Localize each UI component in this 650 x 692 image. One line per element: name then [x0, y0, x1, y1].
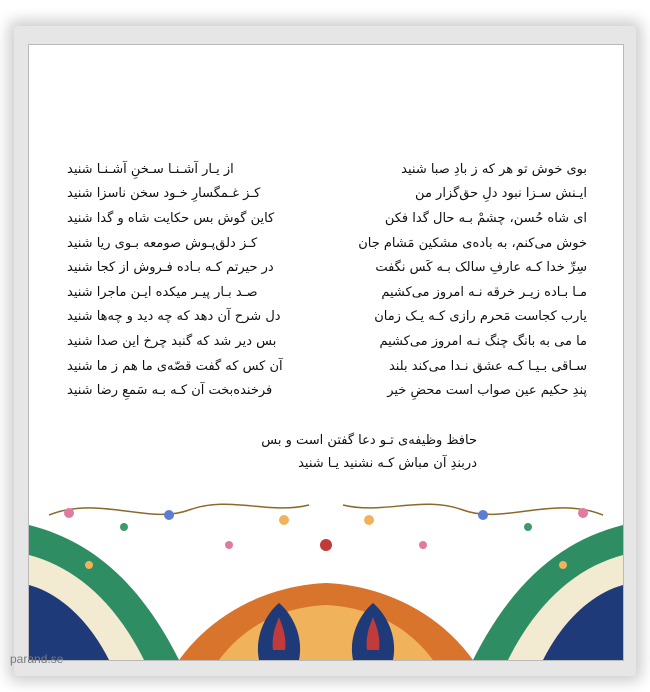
flower	[364, 515, 374, 525]
couplet	[67, 157, 587, 182]
hemistich-left: کاین گوش بس حکایت شاه و گدا شنید	[67, 210, 275, 226]
vine-left	[49, 504, 309, 515]
hemistich-right: خوش می‌کنم، به باده‌ی مشکین مَشام جان	[358, 235, 587, 251]
flower	[524, 523, 532, 531]
poem-body	[67, 157, 587, 403]
hemistich-left: کـز غـمگسارِ خـود سخن ناسزا شنید	[67, 186, 261, 202]
flower	[85, 561, 93, 569]
hemistich-right: پندِ حکیم عین صواب است محضِ خیر	[387, 383, 587, 399]
flower	[578, 508, 588, 518]
flower	[279, 515, 289, 525]
hemistich-left: صـد بـار پیـر میکده ایـن ماجرا شنید	[67, 284, 258, 300]
hemistich-right: ای شاه حُسن، چشمْ بـه حال گدا فکن	[384, 210, 587, 226]
hemistich-left: کـز دلق‌پـوش صومعه بـوی ریا شنید	[67, 235, 258, 251]
couplet	[67, 182, 587, 207]
vine-right	[343, 504, 603, 515]
flower	[225, 541, 233, 549]
hemistich-right: سـاقی بـیـا کـه عشق نـدا می‌کند بلند	[388, 358, 587, 374]
hemistich-left: فرخنده‌بخت آن کـه بـه سَمعِ رضا شنید	[67, 383, 273, 399]
floral-ornament	[29, 485, 623, 660]
flower	[64, 508, 74, 518]
couplet	[67, 305, 587, 330]
flower	[478, 510, 488, 520]
watermark: parand.se	[10, 652, 64, 666]
flower	[120, 523, 128, 531]
couplet	[67, 280, 587, 305]
hemistich-right: سِرِّ خدا کـه عارفِ سالک بـه کَس نگفت	[375, 260, 587, 276]
hemistich-right: بوی خوش تو هر که ز بادِ صبا شنید	[401, 161, 587, 177]
couplet	[67, 329, 587, 354]
closing-line-2: دربندِ آن مباش کـه نشنید یـا شنید	[298, 456, 477, 471]
couplet	[67, 206, 587, 231]
hemistich-left: آن کس که گفت قصّه‌ی ما هم ز ما شنید	[67, 358, 283, 374]
flower	[164, 510, 174, 520]
flower	[419, 541, 427, 549]
couplet	[67, 378, 587, 403]
hemistich-right: مـا بـاده زیـر خرقه نـه امروز می‌کشیم	[381, 284, 587, 300]
couplet	[67, 231, 587, 256]
couplet	[67, 255, 587, 280]
hemistich-right: ایـنش سـزا نبود دلِ حق‌گزار من	[415, 186, 587, 202]
hemistich-left: در حیرتم کـه بـاده فـروش از کجا شنید	[67, 260, 274, 276]
poem-card	[28, 44, 624, 661]
hemistich-left: بس دیر شد که گنبد چرخ این صدا شنید	[67, 333, 277, 349]
hemistich-left: دل شرح آن دهد که چه دید و چه‌ها شنید	[67, 309, 281, 325]
hemistich-right: یارب کجاست مَحرم رازی کـه یـک زمان	[374, 309, 587, 325]
couplet	[67, 354, 587, 379]
hemistich-right: ما می به بانگ چنگ نـه امروز می‌کشیم	[379, 333, 587, 349]
hemistich-left: از یـار آشـنـا سـخنِ آشـنـا شنید	[67, 161, 234, 177]
flower	[559, 561, 567, 569]
closing-couplet	[177, 429, 477, 475]
closing-line-1: حافظ وظیفه‌ی تـو دعا گفتن است و بس	[261, 433, 477, 448]
flower	[320, 539, 332, 551]
